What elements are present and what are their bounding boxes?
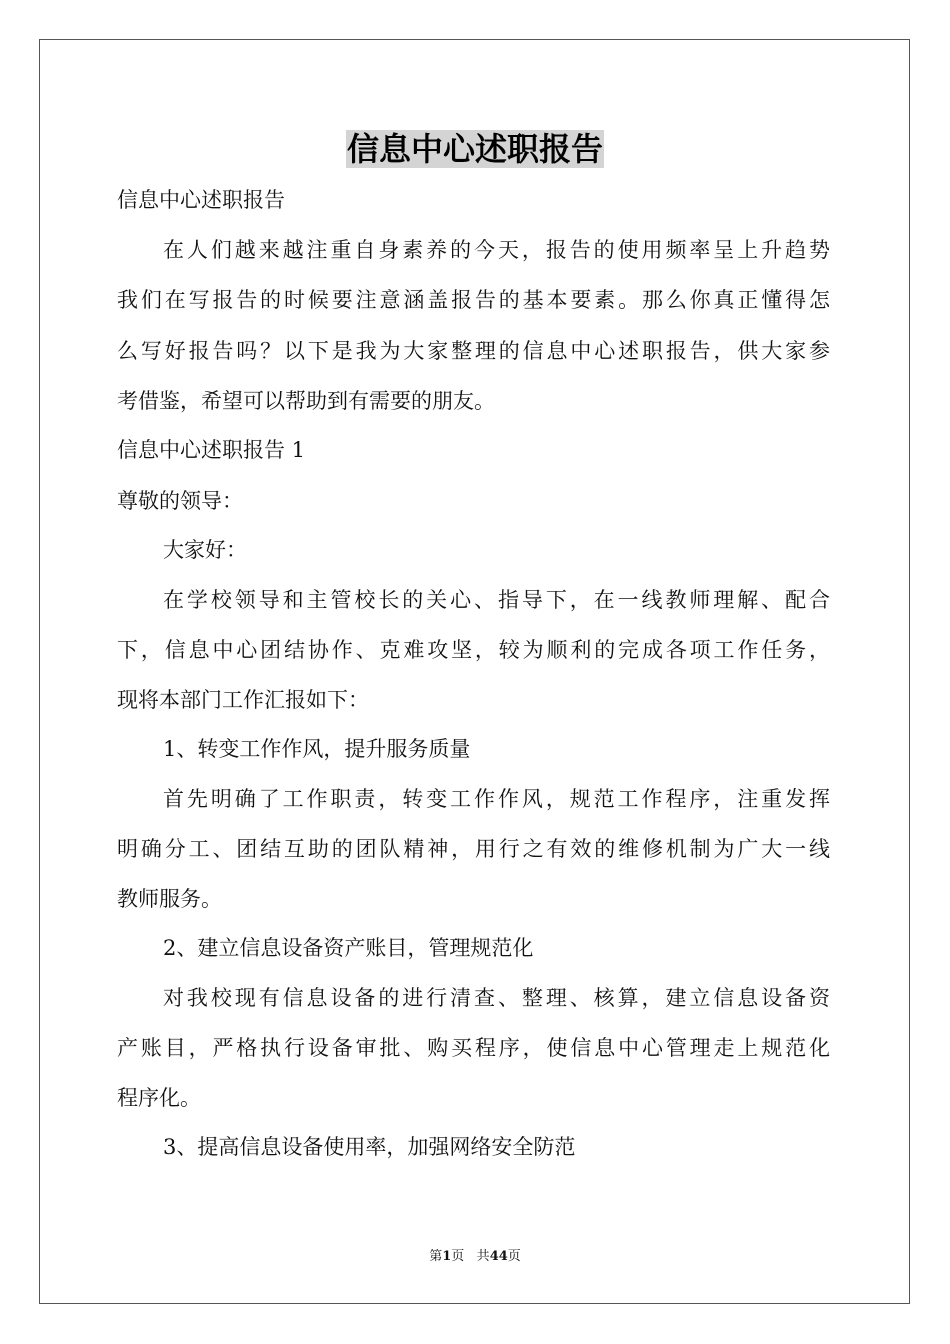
page-frame [39,39,910,1304]
item-heading: 3、提高信息设备使用率，加强网络安全防范 [163,1135,576,1159]
paragraph-line: 现将本部门工作汇报如下： [117,688,369,712]
paragraph-line: 对我校现有信息设备的进行清查、整理、核算，建立信息设备资 [163,986,830,1010]
footer-total-pages: 44 [489,1249,508,1264]
paragraph-line: 我们在写报告的时候要注意涵盖报告的基本要素。那么你真正懂得怎 [117,288,830,312]
footer-prefix: 第 [429,1249,443,1264]
paragraph-line: 下，信息中心团结协作、克难攻坚，较为顺利的完成各项工作任务， [117,638,830,662]
salutation: 尊敬的领导： [117,489,243,513]
paragraph-line: 么写好报告吗？以下是我为大家整理的信息中心述职报告，供大家参 [117,339,830,363]
paragraph-line: 产账目，严格执行设备审批、购买程序，使信息中心管理走上规范化 [117,1036,830,1060]
item-heading: 1、转变工作作风，提升服务质量 [163,737,471,761]
document-title: 信息中心述职报告 [346,130,603,168]
paragraph-line: 首先明确了工作职责，转变工作作风，规范工作程序，注重发挥 [163,787,830,811]
section-heading: 信息中心述职报告 1 [117,438,306,462]
paragraph-line: 考借鉴，希望可以帮助到有需要的朋友。 [117,389,495,413]
footer-total-suffix: 页 [507,1249,521,1264]
footer-page-number: 1 [442,1249,452,1264]
footer-page-suffix: 页 [451,1249,465,1264]
doc-subtitle: 信息中心述职报告 [117,188,285,212]
footer-total-prefix: 共 [476,1249,490,1264]
paragraph-line: 教师服务。 [117,887,222,911]
paragraph-line: 明确分工、团结互助的团队精神，用行之有效的维修机制为广大一线 [117,837,830,861]
paragraph-line: 在人们越来越注重自身素养的今天，报告的使用频率呈上升趋势 [163,238,830,262]
item-heading: 2、建立信息设备资产账目，管理规范化 [163,936,534,960]
greeting: 大家好： [163,538,247,562]
page-footer [0,1245,950,1264]
paragraph-line: 在学校领导和主管校长的关心、指导下，在一线教师理解、配合 [163,588,830,612]
paragraph-line: 程序化。 [117,1086,201,1110]
